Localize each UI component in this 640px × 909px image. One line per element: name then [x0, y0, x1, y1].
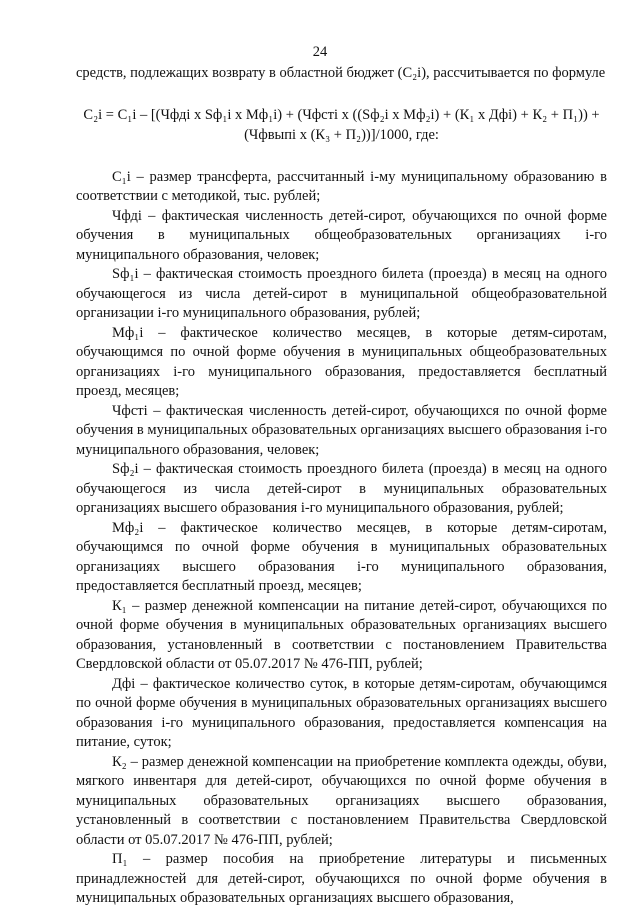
definition-item — [76, 850, 607, 909]
definition-symbol: П₁ — [112, 851, 128, 867]
formula — [76, 105, 607, 145]
definition-item — [76, 675, 607, 753]
definition-symbol: Sф₂i — [112, 461, 139, 477]
definition-item — [76, 402, 607, 461]
formula-line-2: (Чфвыпi х (К₃ + П₂))]/1000, где: — [244, 126, 439, 143]
definition-item — [76, 597, 607, 675]
definition-item — [76, 460, 607, 519]
definition-text: – размер денежной компенсации на приобретение комплекта одежды, обуви, мягкого инвентаря для детей-сирот, обучающихся по очной форме обучения в муниципальных образовательных организациях высшего образования, установленный в соответствии с постановлением Правительства Свердловской области от 05.07.2017 № 476-ПП, рублей; — [76, 753, 607, 848]
definition-text: – фактическое количество месяцев, в которые детям-сиротам, обучающимся по очной форме обучения в муниципальных общеобразовательных организациях i-го муниципального образования, предоставляется бесплатный проезд, месяцев; — [76, 324, 607, 399]
definition-symbol: Чфстi — [112, 402, 148, 419]
definition-text: – фактическая численность детей-сирот, обучающихся по очной форме обучения в муниципальных образовательных организациях высшего образования i-го муниципального образования, человек; — [76, 402, 607, 458]
definition-item — [76, 324, 607, 402]
definition-text: – фактическая стоимость проездного билета (проезда) в месяц на одного обучающегося из числа детей-сирот в муниципальных образовательных организациях высшего образования i-го муниципального образования, рублей; — [76, 461, 607, 516]
definition-symbol: К₂ — [112, 753, 127, 770]
document-body — [76, 64, 607, 909]
formula-line-1: С₂i = С₁i – [(Чфдi х Sф₁i х Мф₁i) + (Чфстi х ((Sф₂i х Мф₂i) + (К₁ х Дфi) + К₂ + П₁)) + — [83, 106, 600, 123]
page-number: 24 — [312, 44, 328, 60]
definition-item — [76, 265, 607, 324]
definition-item — [76, 207, 607, 266]
definition-text: – фактическая численность детей-сирот, обучающихся по очной форме обучения в муниципальных общеобразовательных организациях i-го муниципального образования, человек; — [76, 207, 607, 263]
definition-symbol: К₁ — [112, 597, 127, 614]
definition-symbol: Дфi — [112, 675, 136, 692]
definition-text: – размер денежной компенсации на питание детей-сирот, обучающихся по очной форме обучения в муниципальных образовательных организациях высшего образования, установленный в соответствии с постановлением Правительства Свердловской области от 05.07.2017 № 476-ПП, рублей; — [76, 597, 607, 672]
definition-item — [76, 168, 607, 207]
definition-item — [76, 753, 607, 851]
definition-symbol: Чфдi — [112, 207, 142, 224]
definition-text: – фактическое количество суток, в которые детям-сиротам, обучающимся по очной форме обучения в муниципальных образовательных организациях высшего образования i-го муниципального образования, предоставляется компенсация на питание, суток; — [76, 675, 607, 750]
definitions-list — [76, 168, 607, 909]
definition-text: – размер пособия на приобретение литературы и письменных принадлежностей для детей-сирот, обучающихся по очной форме обучения в муниципальных образовательных организациях высшего образования, — [76, 851, 607, 906]
definition-symbol: Sф₁i — [112, 266, 139, 282]
definition-text: – фактическая стоимость проездного билета (проезда) в месяц на одного обучающегося из числа детей-сирот в муниципальной общеобразовательной организации i-го муниципального образования, рублей; — [76, 266, 607, 321]
definition-text: – размер трансферта, рассчитанный i-му муниципальному образованию в соответствии с методикой, тыс. рублей; — [76, 168, 607, 204]
intro-paragraph: средств, подлежащих возврату в областной бюджет (С₂i), рассчитывается по формуле — [76, 65, 606, 81]
definition-symbol: Мф₁i — [112, 324, 144, 341]
definition-symbol: Мф₂i — [112, 519, 144, 536]
definition-item — [76, 519, 607, 597]
definition-text: – фактическое количество месяцев, в которые детям-сиротам, обучающимся по очной форме обучения в муниципальных образовательных организациях высшего образования i-го муниципального образования, предоставляется бесплатный проезд, месяцев; — [76, 519, 607, 594]
definition-symbol: С₁i — [112, 168, 131, 185]
